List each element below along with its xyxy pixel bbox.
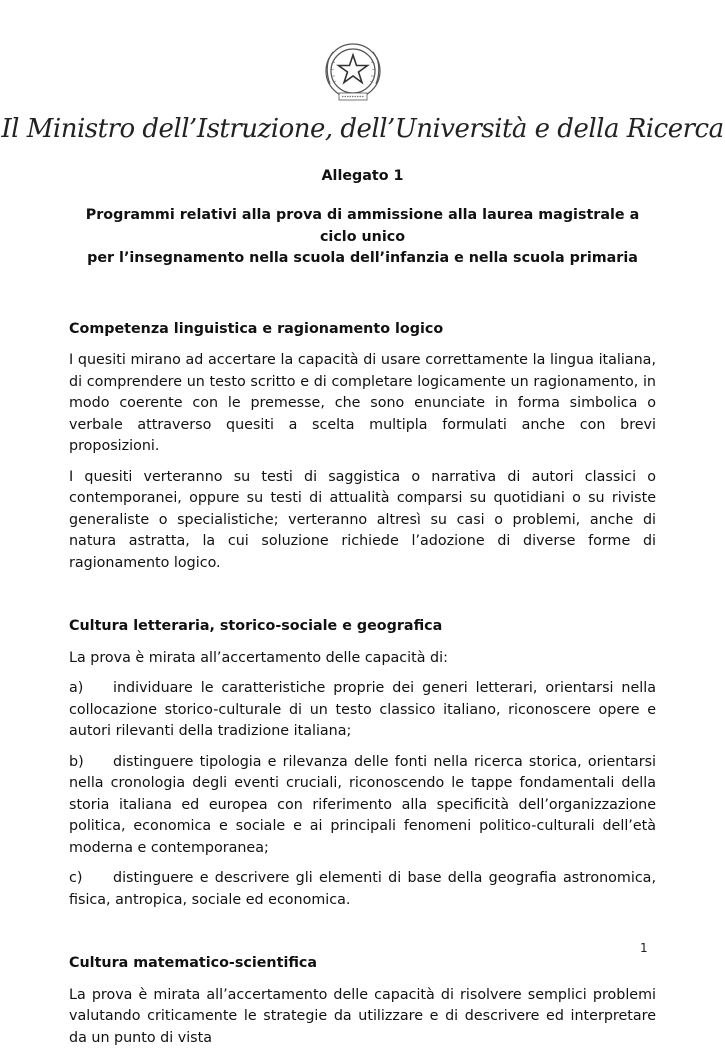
section-intro: La prova è mirata all’accertamento delle capacità di: (69, 648, 656, 670)
annex-label: Allegato 1 (69, 166, 656, 187)
list-item (69, 868, 656, 911)
page-number: 1 (640, 941, 648, 955)
list-item-text: distinguere tipologia e rilevanza delle fonti nella ricerca storica, orientarsi nella cronologia degli eventi cruciali, riconoscendo le tappe fondamentali della storia italiana ed europea con riferimento alla specificità dell’organizzazione politica, economica e sociale e ai principali fenomeni politico-culturali dell’età moderna e contemporanea; (69, 754, 656, 856)
italian-republic-emblem-icon (321, 38, 385, 106)
list-item-label: a) (69, 678, 113, 700)
section-heading-linguistic: Competenza linguistica e ragionamento logico (69, 319, 656, 341)
section-heading-scientific: Cultura matematico-scientifica (69, 953, 656, 975)
section-heading-literary: Cultura letteraria, storico-sociale e geografica (69, 616, 656, 638)
paragraph: I quesiti mirano ad accertare la capacità di usare correttamente la lingua italiana, di comprendere un testo scritto e di completare logicamente un ragionamento, in modo coerente con le premesse, che sono enunciate in forma simbolica o verbale attraverso quesiti a scelta multipla formulati anche con brevi proposizioni. (69, 350, 656, 458)
document-title-line-2: per l’insegnamento nella scuola dell’infanzia e nella scuola primaria (87, 250, 638, 266)
list-item (69, 678, 656, 743)
list-item (69, 752, 656, 860)
paragraph: I quesiti verteranno su testi di saggistica o narrativa di autori classici o contemporanei, oppure su testi di attualità comparsi su quotidiani o su riviste generaliste o specialistiche; verteranno altresì su casi o problemi, anche di natura astratta, la cui soluzione richiede l’adozione di diverse forme di ragionamento logico. (69, 467, 656, 575)
document-body (69, 166, 656, 1049)
list-item-text: distinguere e descrivere gli elementi di base della geografia astronomica, fisica, antropica, sociale ed economica. (69, 870, 656, 908)
ministry-name: Il Ministro dell’Istruzione, dell’Università e della Ricerca (0, 114, 725, 144)
list-item-label: c) (69, 868, 113, 890)
list-item-text: individuare le caratteristiche proprie dei generi letterari, orientarsi nella collocazione storico-culturale di un testo classico italiano, riconoscere opere e autori rilevanti della tradizione italiana; (69, 680, 656, 739)
list-item-label: b) (69, 752, 113, 774)
document-title (69, 205, 656, 270)
document-title-line-1: Programmi relativi alla prova di ammissione alla laurea magistrale a ciclo unico (86, 207, 639, 245)
section-intro: La prova è mirata all’accertamento delle capacità di risolvere semplici problemi valutando criticamente le strategie da utilizzare e di descrivere ed interpretare da un punto di vista (69, 985, 656, 1049)
